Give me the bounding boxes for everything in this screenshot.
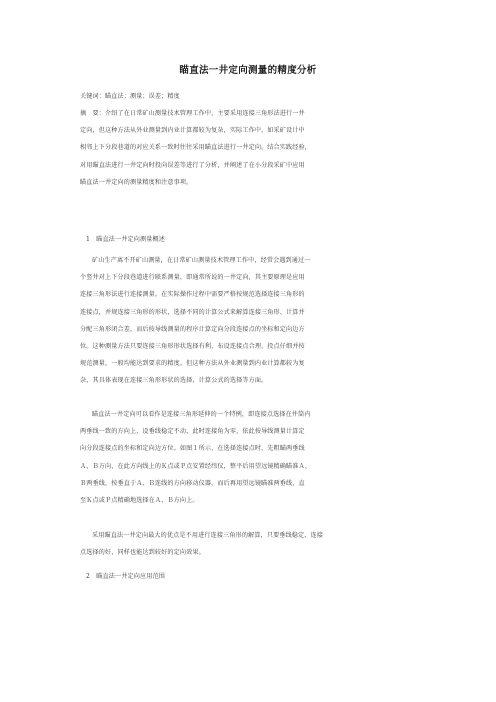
section-1-paragraph-2 (80, 406, 422, 509)
paragraph-line: 两垂线一致的方向上，设垂线稳定不动，此时连接角为零，依此按导线测量计算定 (80, 428, 305, 436)
paragraph-line: 至Ｋ点或Ｐ点精确地选择在Ａ、Ｂ方向上。 (80, 497, 199, 505)
abstract-line: 瞄直法一井定向的测量精度和注意事项。 (80, 178, 193, 186)
paragraph-line: 点选择的好，同样也能达到较好的定向效果。 (80, 549, 205, 557)
abstract-line: 相邻上下分段巷道的对应关系一致时往往采用瞄直法进行一井定向。结合实践经验， (80, 144, 312, 152)
keywords-line: 关键词：瞄直法；测量；误差；精度 (80, 93, 180, 100)
paragraph-line: 采用瞄直法一井定向最大的优点是不用进行连接三角形的解算，只要垂线稳定、连接 (92, 532, 324, 539)
keywords (80, 88, 422, 105)
abstract (80, 105, 422, 191)
document-title: 瞄直法一井定向测量的精度分析 (179, 65, 317, 76)
paragraph-line: Ｂ两垂线，按垂直于Ａ、Ｂ连线的方向移动仪器，而后再用望远镜瞄准两垂线，直 (80, 479, 305, 487)
paragraph-line: 杂，其具体表现在连接三角形形状的选择、计算公式的选择等方面。 (80, 377, 268, 385)
paragraph-line: 个竖井对上下分段巷道进行联系测量，即通常所说的一井定向，其主要原理是应用 (80, 274, 305, 282)
paragraph-line: 连接点，并规连接三角形的形状，选择不同的计算公式来解算连接三角形、计算并 (80, 308, 305, 316)
section-1-paragraph-1 (80, 252, 422, 390)
paragraph-line: 连接三角形法进行连接测量。在实际操作过程中需要严格按规范选择连接三角形的 (80, 291, 305, 299)
paragraph-line: 矿山生产离不开矿山测量，在日常矿山测量技术管理工作中，经常会遇到通过一 (92, 257, 311, 264)
section-1-paragraph-3 (80, 527, 422, 561)
paragraph-line: 规范测量，一般均能达到要求的精度。但这种方法从外业测量到内业计算都较为复 (80, 360, 305, 368)
abstract-line: 摘 要：介绍了在日常矿山测量技术管理工作中，主要采用连接三角形法进行一井 (80, 110, 305, 117)
section-2-heading: 2 瞄直法一井定向应用范围 (86, 573, 165, 580)
abstract-line: 对用瞄直法进行一井定向时投向误差等进行了分析，并阐述了在小分段采矿中应用 (80, 161, 305, 169)
paragraph-line: 瞄直法一井定向可以看作是连接三角形延伸的一个特例，即连接点选择在井筒内 (92, 411, 311, 418)
abstract-line: 定向，但这种方法从外业测量到内业计算都较为复杂，实际工作中，如采矿设计中 (80, 127, 305, 135)
paragraph-line: 分配三角形闭合差，而后按导线测量的程序计算定向分段连接点的坐标和定向边方 (80, 325, 305, 333)
section-1-heading: 1 瞄直法一井定向测量概述 (86, 236, 165, 243)
paragraph-line: Ａ、Ｂ方向，在此方向线上的Ｋ点或Ｐ点安置经纬仪，整平后用望远镜精确瞄准Ａ、 (80, 462, 312, 470)
paragraph-line: 向分段连接点的坐标和定向边方位。如图１所示，在选择连接点时，先粗瞄两垂线 (80, 445, 305, 453)
paragraph-line: 位。这种测量方法只要连接三角形形状选择有利，布设连接点合理，投点仔细并按 (80, 343, 305, 351)
